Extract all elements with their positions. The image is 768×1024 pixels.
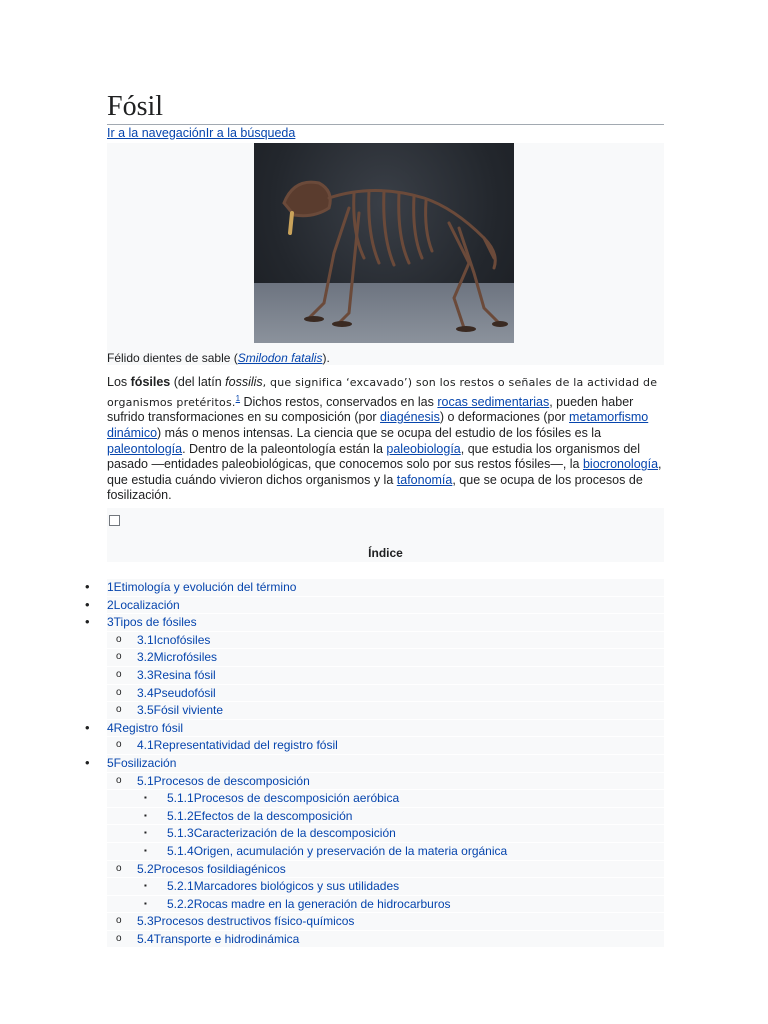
- toc-item[interactable]: [107, 773, 664, 791]
- list-bullet: ▪: [144, 845, 147, 855]
- text: , que significa ‘excavado’) son los restos o señales de la actividad de organismos pretéritos.: [107, 376, 658, 409]
- text: ) más o menos intensas. La ciencia que se ocupa del estudio de los fósiles es la: [157, 425, 602, 440]
- toc-item[interactable]: [107, 702, 664, 720]
- link-paleobiologia[interactable]: paleobiología: [386, 441, 461, 456]
- table-of-contents: [85, 579, 664, 948]
- toc-item[interactable]: [85, 596, 664, 615]
- toc-item-link[interactable]: 5.4Transporte e hidrodinámica: [137, 931, 300, 946]
- link-rocas-sedimentarias[interactable]: rocas sedimentarias: [437, 394, 550, 409]
- text: Los: [107, 375, 131, 389]
- list-bullet: •: [85, 719, 90, 735]
- toc-item-link[interactable]: 3Tipos de fósiles: [107, 615, 197, 630]
- text: , que estudia los organismos del pasado —entidades paleobiológicas, que conocemos solo por sus restos fósiles—, la: [107, 441, 641, 472]
- list-bullet: •: [85, 614, 90, 630]
- list-bullet: o: [116, 686, 122, 698]
- text: , pueden haber sufrido transformaciones en su composición (por: [107, 394, 634, 425]
- toc-item[interactable]: [107, 896, 664, 914]
- infobox-figure: [107, 143, 664, 365]
- link-tafonomia[interactable]: tafonomía: [396, 472, 453, 487]
- list-bullet: ▪: [144, 793, 147, 803]
- text: ) o deformaciones (por: [439, 410, 570, 425]
- figure-caption: [107, 351, 330, 365]
- page-title: Fósil: [107, 90, 664, 125]
- toc-item[interactable]: [107, 737, 664, 755]
- text: Dichos restos, conservados en las: [240, 394, 438, 409]
- toc-item[interactable]: [107, 843, 664, 861]
- toc-item[interactable]: [107, 878, 664, 896]
- list-bullet: •: [85, 754, 90, 770]
- toc-item[interactable]: [85, 614, 664, 632]
- toc-item-link[interactable]: 2Localización: [107, 597, 180, 612]
- toc-item[interactable]: [85, 754, 664, 773]
- toc-item-link[interactable]: 5Fosilización: [107, 755, 177, 770]
- toc-item-link[interactable]: 3.3Resina fósil: [137, 667, 216, 682]
- text: . Dentro de la paleontología están la: [182, 441, 387, 456]
- text: , que se ocupa de los procesos de fosilización.: [107, 472, 643, 503]
- list-bullet: o: [116, 862, 122, 874]
- toc-item-link[interactable]: 3.1Icnofósiles: [137, 632, 211, 647]
- toc-item-link[interactable]: 5.1.3Caracterización de la descomposición: [167, 826, 396, 841]
- list-bullet: ▪: [144, 828, 147, 838]
- link-diagenesis[interactable]: diagénesis: [380, 410, 440, 425]
- toc-item[interactable]: [107, 913, 664, 931]
- caption-link-smilodon-fatalis[interactable]: Smilodon fatalis: [237, 351, 323, 365]
- toc-header: [107, 508, 664, 562]
- toc-item-link[interactable]: 4.1Representatividad del registro fósil: [137, 738, 338, 753]
- caption-text-end: ).: [322, 351, 330, 365]
- caption-text: Félido dientes de sable (: [107, 351, 238, 365]
- toc-item-link[interactable]: 3.2Microfósiles: [137, 650, 218, 665]
- list-bullet: o: [116, 915, 122, 927]
- jump-to-navigation-link[interactable]: Ir a la navegación: [107, 126, 206, 140]
- list-bullet: ▪: [144, 810, 147, 820]
- bold-term: fósiles: [130, 375, 171, 389]
- text: (del latín: [170, 375, 226, 389]
- list-bullet: ▪: [144, 881, 147, 891]
- toc-item[interactable]: [107, 667, 664, 685]
- reference-link[interactable]: 1: [235, 393, 241, 403]
- list-bullet: o: [116, 704, 122, 716]
- toc-item[interactable]: [107, 649, 664, 667]
- toc-item-link[interactable]: 1Etimología y evolución del término: [107, 580, 297, 594]
- toc-item[interactable]: [107, 685, 664, 703]
- toc-item-link[interactable]: 3.5Fósil viviente: [137, 703, 224, 718]
- toc-item[interactable]: [107, 808, 664, 826]
- link-biocronologia[interactable]: biocronología: [582, 457, 659, 472]
- link-metamorfismo-dinamico[interactable]: metamorfismo dinámico: [107, 410, 649, 440]
- toc-item-link[interactable]: 5.1.4Origen, acumulación y preservación de la materia orgánica: [167, 843, 508, 858]
- smilodon-skeleton-image[interactable]: [254, 143, 514, 343]
- toc-item-link[interactable]: 5.2.2Rocas madre en la generación de hidrocarburos: [167, 896, 451, 911]
- toc-item-link[interactable]: 5.1.1Procesos de descomposición aeróbica: [167, 791, 400, 806]
- toc-item[interactable]: [85, 719, 664, 738]
- latin-term: fossilis: [225, 375, 263, 389]
- toc-item-link[interactable]: 5.1Procesos de descomposición: [137, 773, 310, 788]
- list-bullet: •: [85, 579, 90, 594]
- list-bullet: o: [116, 774, 122, 786]
- list-bullet: o: [116, 668, 122, 680]
- jump-to-search-link[interactable]: Ir a la búsqueda: [205, 126, 296, 140]
- list-bullet: o: [116, 932, 122, 944]
- toc-item-link[interactable]: 5.2.1Marcadores biológicos y sus utilidades: [167, 879, 400, 894]
- toc-item-link[interactable]: 3.4Pseudofósil: [137, 685, 216, 700]
- toc-item[interactable]: [107, 632, 664, 650]
- toc-item[interactable]: [107, 861, 664, 879]
- list-bullet: ▪: [144, 898, 147, 908]
- toc-item-link[interactable]: 5.3Procesos destructivos físico-químicos: [137, 914, 355, 929]
- toc-item[interactable]: [107, 790, 664, 808]
- toc-title: Índice: [368, 546, 403, 560]
- toc-item[interactable]: [107, 931, 664, 949]
- link-paleontologia[interactable]: paleontología: [107, 441, 183, 456]
- toc-item[interactable]: [107, 825, 664, 843]
- list-bullet: o: [116, 651, 122, 663]
- list-bullet: •: [85, 596, 90, 612]
- toc-item-link[interactable]: 5.2Procesos fosildiagénicos: [137, 861, 286, 876]
- text: , que estudia cuándo vivieron dichos organismos y la: [107, 457, 662, 487]
- toc-item-link[interactable]: 4Registro fósil: [107, 720, 184, 735]
- toc-toggle-checkbox[interactable]: [109, 515, 120, 526]
- skeleton-drawing: [254, 143, 514, 343]
- toc-item-link[interactable]: 5.1.2Efectos de la descomposición: [167, 808, 353, 823]
- list-bullet: o: [116, 633, 122, 645]
- list-bullet: o: [116, 739, 122, 751]
- jump-links: [107, 126, 295, 140]
- toc-item[interactable]: [85, 579, 664, 597]
- intro-paragraph: [107, 375, 664, 504]
